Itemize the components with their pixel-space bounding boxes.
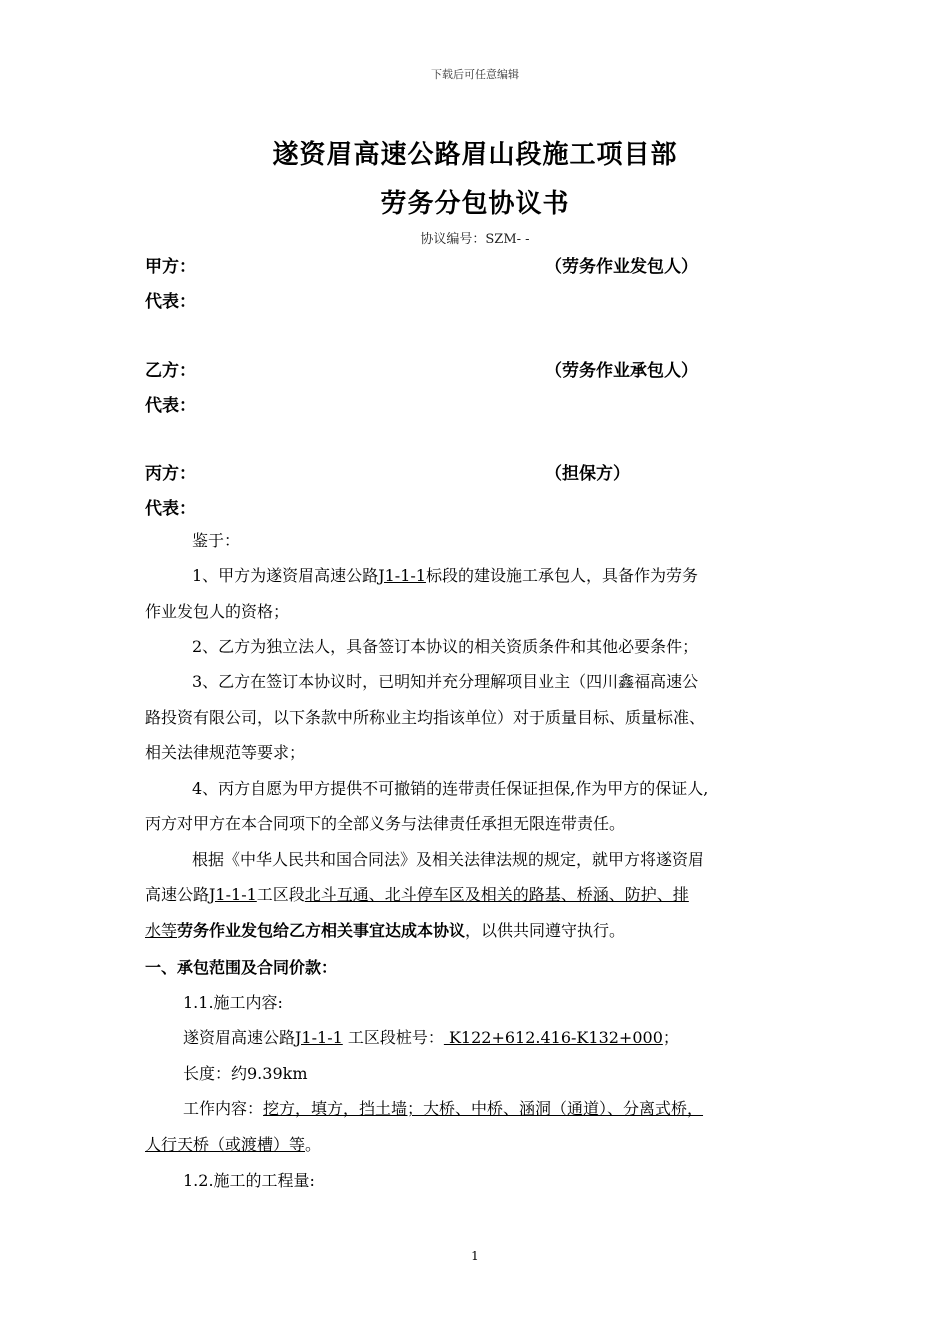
title-line-1: 遂资眉高速公路眉山段施工项目部 [272,140,678,170]
party-c-role: （担保方） [545,464,630,484]
party-b-rep: 代表： [145,396,196,416]
work-content-line-1: 工作内容：挖方，填方，挡土墙；大桥、中桥、涵洞（通道）、分离式桥， [183,1099,704,1118]
basis-line-2: 高速公路J1-1-1工区段北斗互通、北斗停车区及相关的路基、桥涵、防护、排 [145,885,689,904]
page-number: 1 [471,1249,479,1263]
section-1-1: 1.1.施工内容: [183,993,283,1012]
basis-line-3: 水等劳务作业发包给乙方相关事宜达成本协议，以供共同遵守执行。 [145,921,626,940]
recitals-intro: 鉴于： [192,531,241,550]
length-line: 长度：约9.39km [183,1064,308,1083]
recital-3-line-1: 3、乙方在签订本协议时，已明知并充分理解项目业主（四川鑫福高速公 [192,672,699,691]
recital-3-line-3: 相关法律规范等要求； [145,743,306,762]
party-c-rep: 代表： [145,499,196,519]
party-a-label: 甲方： [145,257,196,277]
section-1-2: 1.2.施工的工程量: [183,1171,315,1190]
doc-number: 协议编号：SZM- - [420,232,530,247]
road-stake-line: 遂资眉高速公路J1-1-1 工区段桩号： K122+612.416-K132+000； [183,1028,679,1047]
header-note: 下载后可任意编辑 [431,68,519,81]
party-b-role: （劳务作业承包人） [545,361,698,381]
party-c-label: 丙方： [145,464,196,484]
recital-4-line-2: 丙方对甲方在本合同项下的全部义务与法律责任承担无限连带责任。 [145,814,626,833]
recital-4-line-1: 4、丙方自愿为甲方提供不可撤销的连带责任保证担保,作为甲方的保证人, [192,779,709,798]
basis-line-1: 根据《中华人民共和国合同法》及相关法律法规的规定，就甲方将遂资眉 [192,850,705,869]
recital-1-line-2: 作业发包人的资格； [145,602,290,621]
recital-1-line-1: 1、甲方为遂资眉高速公路J1-1-1标段的建设施工承包人，具备作为劳务 [192,566,698,585]
work-content-line-2: 人行天桥（或渡槽）等。 [145,1135,322,1154]
party-b-label: 乙方： [145,361,196,381]
title-line-2: 劳务分包协议书 [380,189,570,219]
recital-3-line-2: 路投资有限公司，以下条款中所称业主均指该单位）对于质量目标、质量标准、 [145,708,706,727]
party-a-role: （劳务作业发包人） [545,257,698,277]
section-1-heading: 一、承包范围及合同价款： [145,958,338,977]
recital-2: 2、乙方为独立法人，具备签订本协议的相关资质条件和其他必要条件； [192,637,699,656]
party-a-rep: 代表： [145,292,196,312]
